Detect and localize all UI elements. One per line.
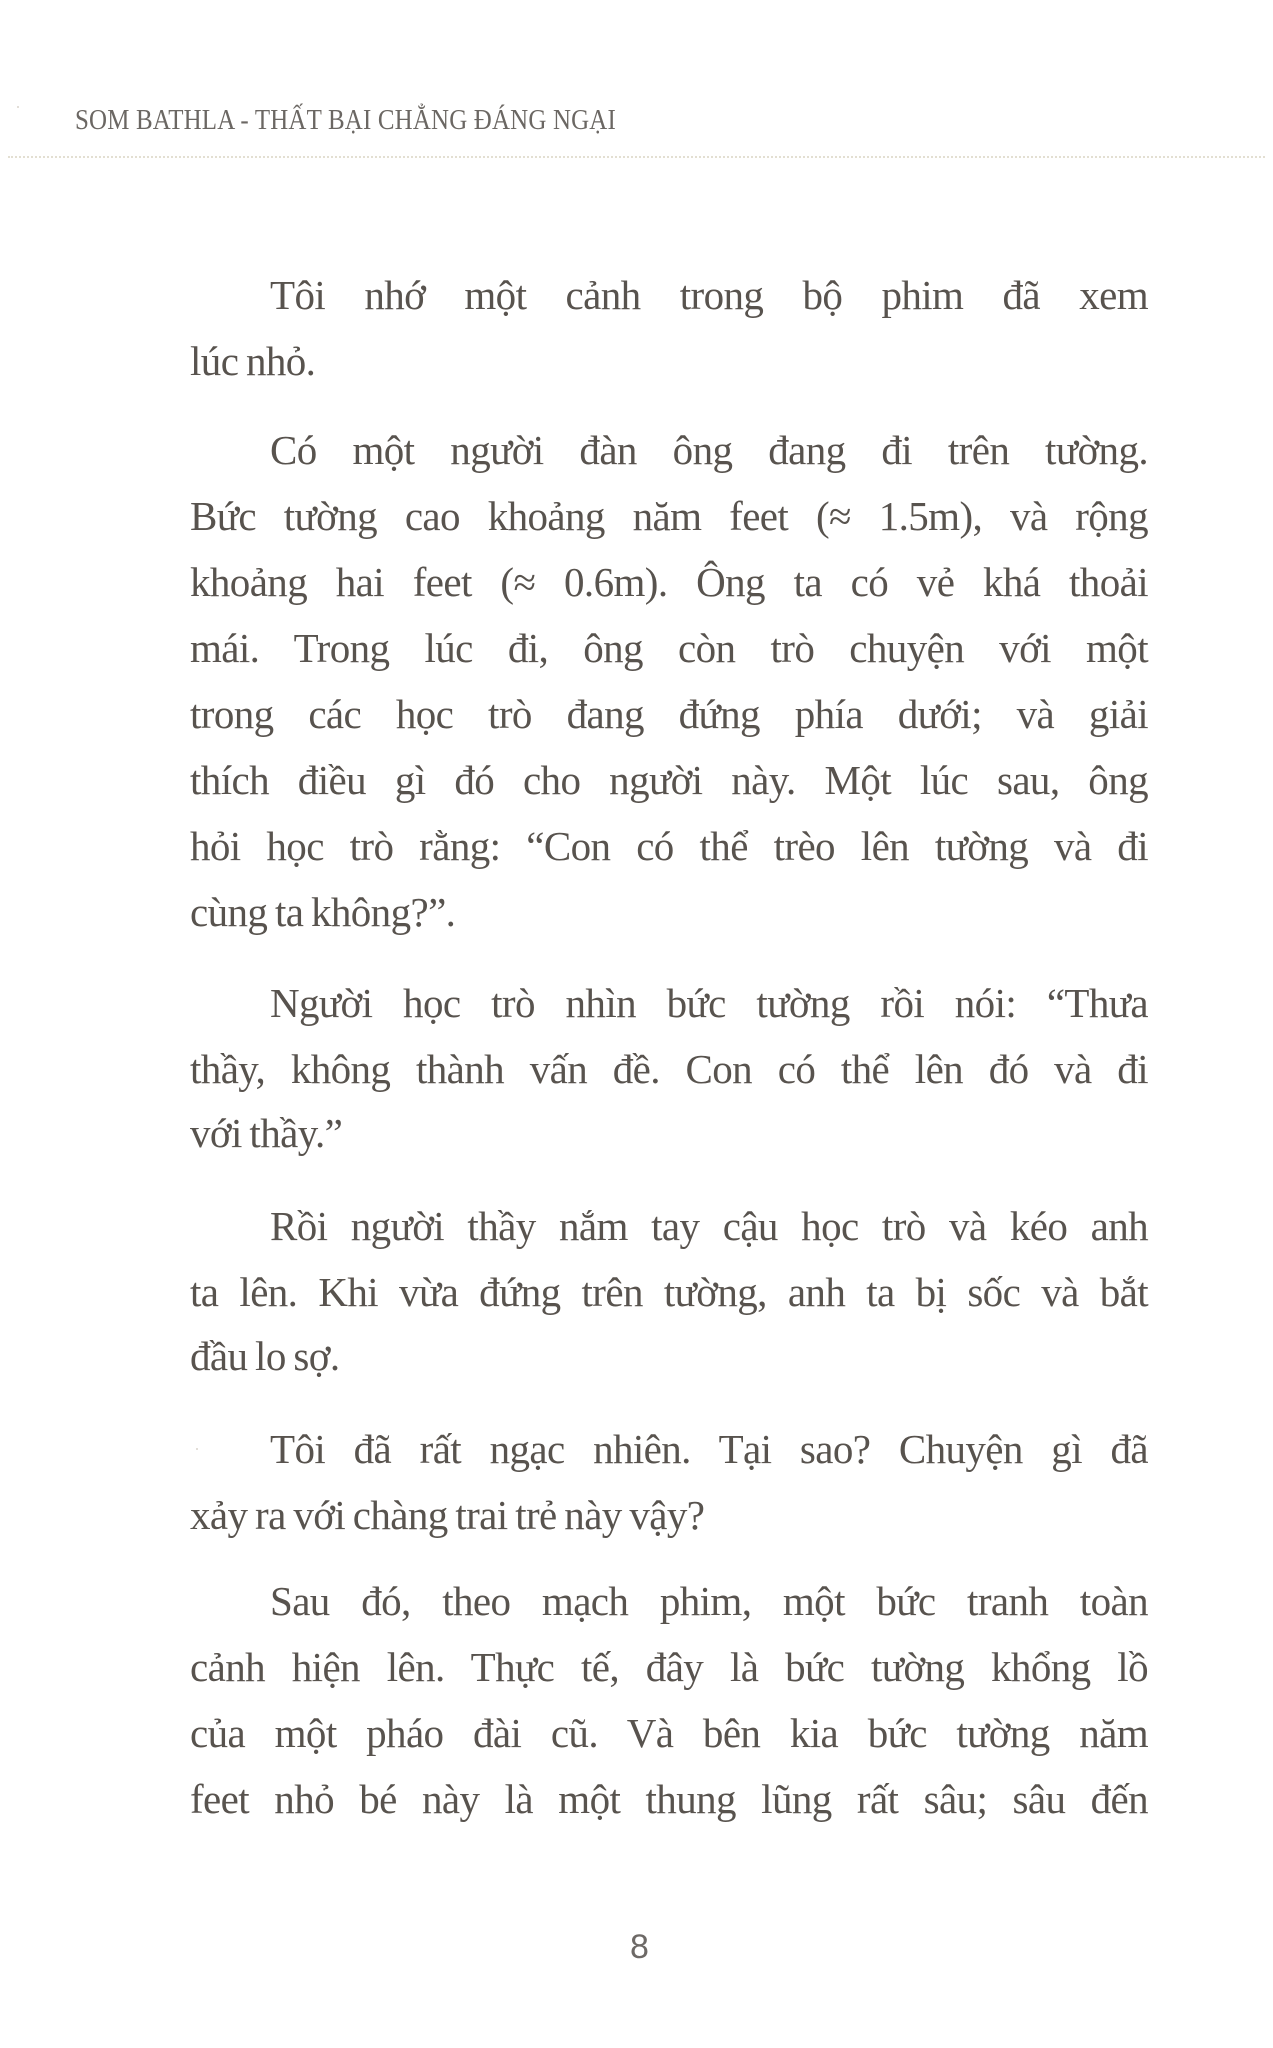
paragraph-2-line-8: cùng ta không?”. bbox=[190, 889, 456, 935]
paragraph-2-line-1: Có một người đàn ông đang đi trên tường. bbox=[270, 427, 1148, 473]
paragraph-3-line-3: với thầy.” bbox=[190, 1110, 343, 1156]
paragraph-2-line-2: Bức tường cao khoảng năm feet (≈ 1.5m), và rộng bbox=[190, 493, 1148, 539]
page-number: 8 bbox=[630, 1928, 649, 1966]
paragraph-3-line-1: Người học trò nhìn bức tường rồi nói: “Thưa bbox=[270, 980, 1148, 1026]
paragraph-6-line-4: feet nhỏ bé này là một thung lũng rất sâu; sâu đến bbox=[190, 1776, 1148, 1822]
scan-speck bbox=[196, 1448, 198, 1450]
paragraph-6-line-2: cảnh hiện lên. Thực tế, đây là bức tường khổng lồ bbox=[190, 1644, 1148, 1690]
running-header: SOM BATHLA - THẤT BẠI CHẲNG ĐÁNG NGẠI bbox=[75, 104, 616, 136]
paragraph-1-line-2: lúc nhỏ. bbox=[190, 338, 316, 384]
paragraph-5-line-1: Tôi đã rất ngạc nhiên. Tại sao? Chuyện gì đã bbox=[270, 1426, 1148, 1472]
paragraph-4-line-3: đầu lo sợ. bbox=[190, 1333, 340, 1379]
paragraph-4-line-1: Rồi người thầy nắm tay cậu học trò và kéo anh bbox=[270, 1203, 1148, 1249]
header-divider bbox=[8, 156, 1265, 158]
scan-speck bbox=[17, 106, 19, 108]
paragraph-2-line-5: trong các học trò đang đứng phía dưới; và giải bbox=[190, 691, 1148, 737]
paragraph-6-line-3: của một pháo đài cũ. Và bên kia bức tường năm bbox=[190, 1710, 1148, 1756]
paragraph-2-line-3: khoảng hai feet (≈ 0.6m). Ông ta có vẻ khá thoải bbox=[190, 559, 1148, 605]
paragraph-4-line-2: ta lên. Khi vừa đứng trên tường, anh ta bị sốc và bắt bbox=[190, 1269, 1148, 1315]
paragraph-2-line-4: mái. Trong lúc đi, ông còn trò chuyện với một bbox=[190, 625, 1148, 671]
paragraph-3-line-2: thầy, không thành vấn đề. Con có thể lên đó và đi bbox=[190, 1046, 1148, 1092]
paragraph-1-line-1: Tôi nhớ một cảnh trong bộ phim đã xem bbox=[270, 272, 1148, 318]
paragraph-6-line-1: Sau đó, theo mạch phim, một bức tranh toàn bbox=[270, 1578, 1148, 1624]
paragraph-5-line-2: xảy ra với chàng trai trẻ này vậy? bbox=[190, 1492, 705, 1538]
paragraph-2-line-7: hỏi học trò rằng: “Con có thể trèo lên tường và đi bbox=[190, 823, 1148, 869]
paragraph-2-line-6: thích điều gì đó cho người này. Một lúc sau, ông bbox=[190, 757, 1148, 803]
